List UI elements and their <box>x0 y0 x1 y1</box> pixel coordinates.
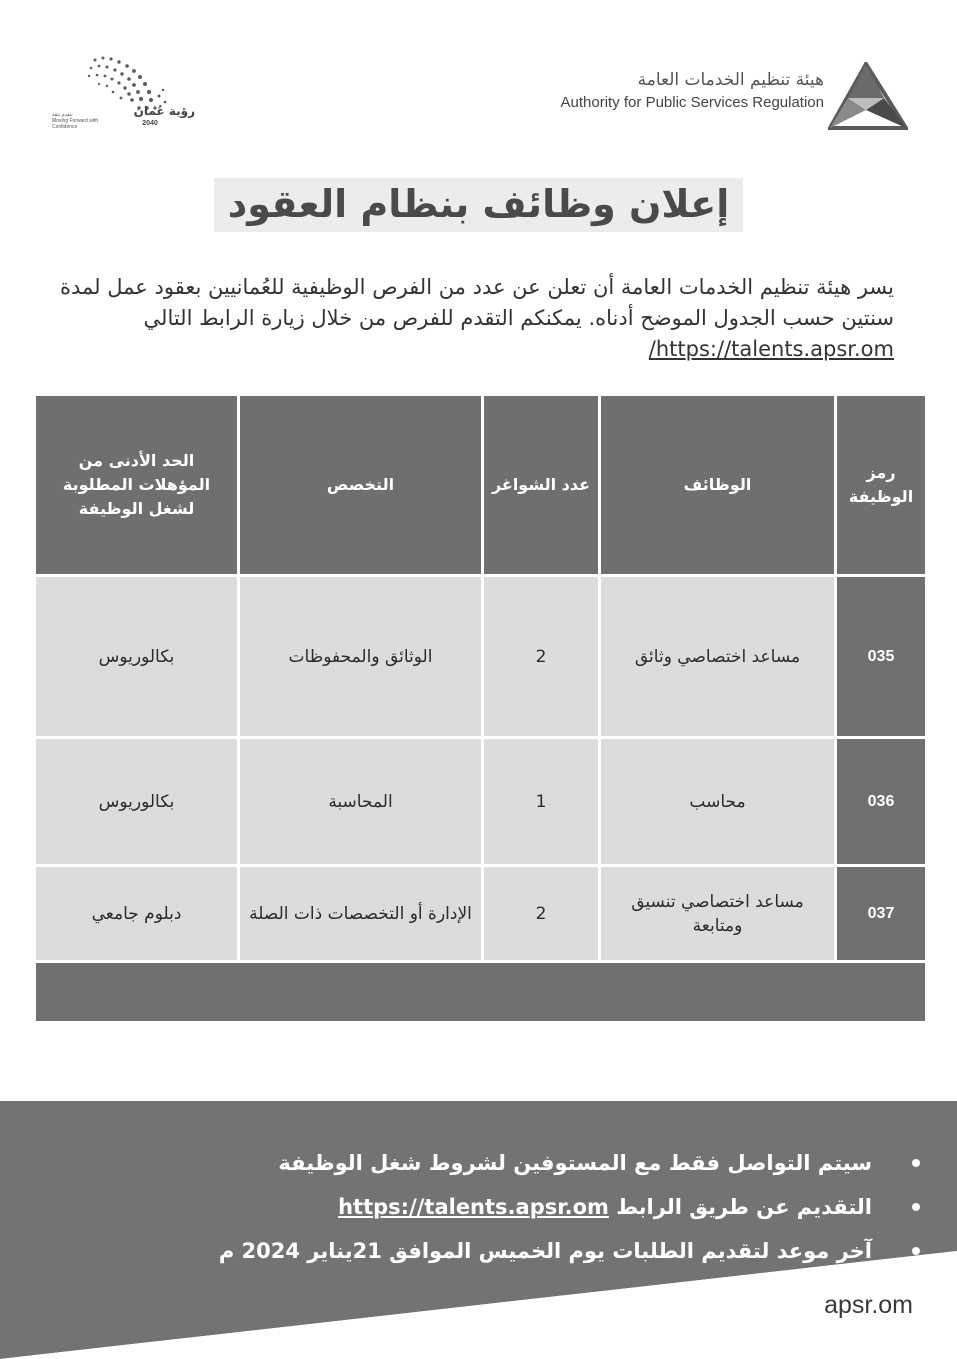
title-wrap <box>0 178 957 232</box>
footer-note <box>60 1229 920 1273</box>
vacancies-count: 2 <box>483 866 600 962</box>
oman-vision-tagline <box>52 112 112 130</box>
table-footer-bar <box>35 962 927 1023</box>
footer-note-text: التقديم عن طريق الرابط <box>616 1195 872 1219</box>
specialization: الإدارة أو التخصصات ذات الصلة <box>239 866 483 962</box>
table-row <box>35 576 927 738</box>
intro-paragraph <box>52 272 894 365</box>
bullet-icon <box>912 1159 920 1167</box>
jobs-table <box>33 393 928 1024</box>
vacancies-count: 1 <box>483 738 600 866</box>
header-specialization: التخصص <box>239 395 483 576</box>
bullet-icon <box>912 1247 920 1255</box>
job-title: مساعد اختصاصي تنسيق ومتابعة <box>600 866 836 962</box>
oman-vision-year: 2040 <box>142 120 158 127</box>
table-header-row <box>35 395 927 576</box>
intro-text: يسر هيئة تنظيم الخدمات العامة أن تعلن عن عدد من الفرص الوظيفية للعُمانيين بعقود عمل لمدة سنتين حسب الجدول الموضح أدناه. يمكنكم التقدم للفرص من خلال زيارة الرابط التالي <box>60 275 894 330</box>
qualification: بكالوريوس <box>35 738 239 866</box>
job-code: 036 <box>836 738 927 866</box>
footer-note <box>60 1141 920 1185</box>
oman-vision-tagline-ar: نتقدم بثقة <box>52 112 73 118</box>
job-code: 035 <box>836 576 927 738</box>
footer-notes-list <box>60 1141 920 1273</box>
specialization: المحاسبة <box>239 738 483 866</box>
authority-logo-icon <box>828 62 908 130</box>
oman-vision-tagline-en: Moving Forward with Confidence <box>52 118 99 130</box>
header-job-code: رمز الوظيفة <box>836 395 927 576</box>
job-code: 037 <box>836 866 927 962</box>
header-qualification: الحد الأدنى من المؤهلات المطلوبة لشغل الوظيفة <box>35 395 239 576</box>
footer-note-text: سيتم التواصل فقط مع المستوفين لشروط شغل الوظيفة <box>278 1151 872 1175</box>
header-job-title: الوظائف <box>600 395 836 576</box>
footer <box>0 1101 957 1359</box>
header-vacancies: عدد الشواغر <box>483 395 600 576</box>
website-url[interactable]: apsr.om <box>824 1291 913 1319</box>
oman-vision-name: رؤية عُمان <box>133 104 195 118</box>
bullet-icon <box>912 1203 920 1211</box>
header <box>0 0 957 160</box>
specialization: الوثائق والمحفوظات <box>239 576 483 738</box>
job-title: محاسب <box>600 738 836 866</box>
qualification: بكالوريوس <box>35 576 239 738</box>
vacancies-count: 2 <box>483 576 600 738</box>
talents-link[interactable]: https://talents.apsr.om/ <box>648 337 894 361</box>
footer-talents-link[interactable]: https://talents.apsr.om <box>338 1195 609 1219</box>
page-title: إعلان وظائف بنظام العقود <box>214 178 744 232</box>
table-row <box>35 738 927 866</box>
table-row <box>35 866 927 962</box>
job-title: مساعد اختصاصي وثائق <box>600 576 836 738</box>
authority-name-english: Authority for Public Services Regulation <box>560 94 824 111</box>
footer-note <box>60 1185 920 1229</box>
authority-name-arabic: هيئة تنظيم الخدمات العامة <box>637 70 824 90</box>
qualification: دبلوم جامعي <box>35 866 239 962</box>
footer-note-text: آخر موعد لتقديم الطلبات يوم الخميس الموافق 21يناير 2024 م <box>218 1239 872 1263</box>
